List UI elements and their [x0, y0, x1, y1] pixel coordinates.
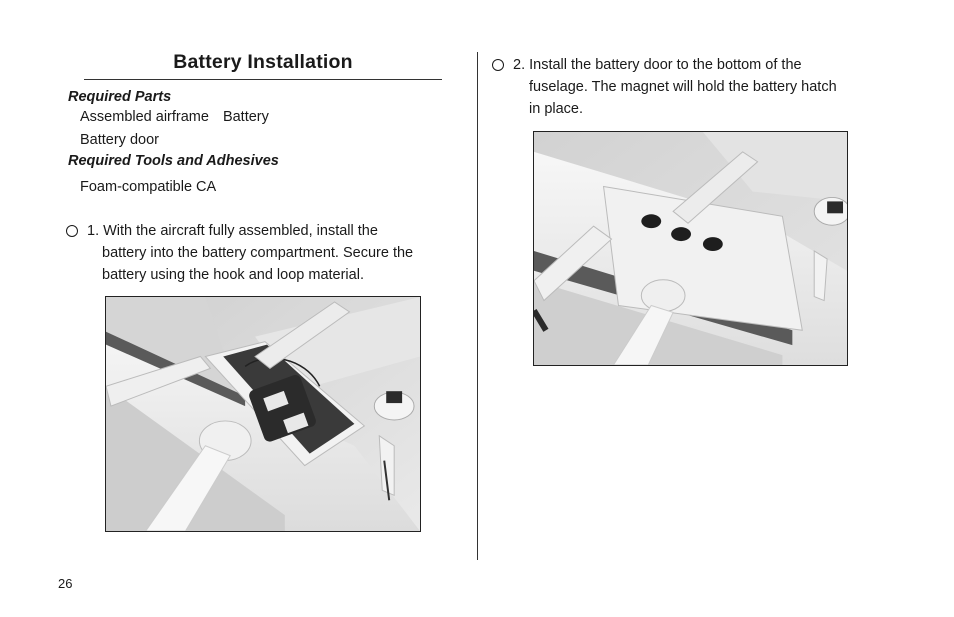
- step-1-line-3: battery using the hook and loop material.: [102, 267, 364, 283]
- required-parts-heading: Required Parts: [68, 89, 172, 105]
- battery-door-photo: [533, 131, 848, 366]
- step-2: [513, 54, 873, 76]
- required-tools-heading: Required Tools and Adhesives: [68, 153, 279, 169]
- required-parts-row: [80, 109, 269, 125]
- step-2-line-2: fuselage. The magnet will hold the battery hatch: [529, 79, 837, 95]
- step-2-number: 2.: [513, 57, 526, 73]
- section-title: Battery Installation: [173, 51, 353, 73]
- step-2-checkbox[interactable]: [492, 59, 504, 71]
- step-2-line-1: Install the battery door to the bottom of the: [529, 57, 802, 73]
- battery-compartment-illustration: [106, 297, 420, 531]
- page-number: 26: [58, 576, 73, 591]
- step-1-checkbox[interactable]: [66, 225, 78, 237]
- battery-door-illustration: [534, 132, 847, 365]
- step-1-line-2: battery into the battery compartment. Secure the: [102, 245, 414, 261]
- step-1: [87, 220, 447, 242]
- step-1-line-1: With the aircraft fully assembled, install the: [103, 223, 378, 239]
- tool-item: Foam-compatible CA: [80, 179, 217, 195]
- battery-compartment-photo: [105, 296, 421, 532]
- step-1-number: 1.: [87, 223, 100, 239]
- part-item: Battery: [222, 109, 269, 125]
- column-divider: [477, 52, 478, 560]
- step-2-line-3: in place.: [529, 101, 584, 117]
- part-item: Assembled airframe: [80, 109, 209, 125]
- part-item: Battery door: [80, 132, 159, 148]
- title-rule: [84, 79, 442, 80]
